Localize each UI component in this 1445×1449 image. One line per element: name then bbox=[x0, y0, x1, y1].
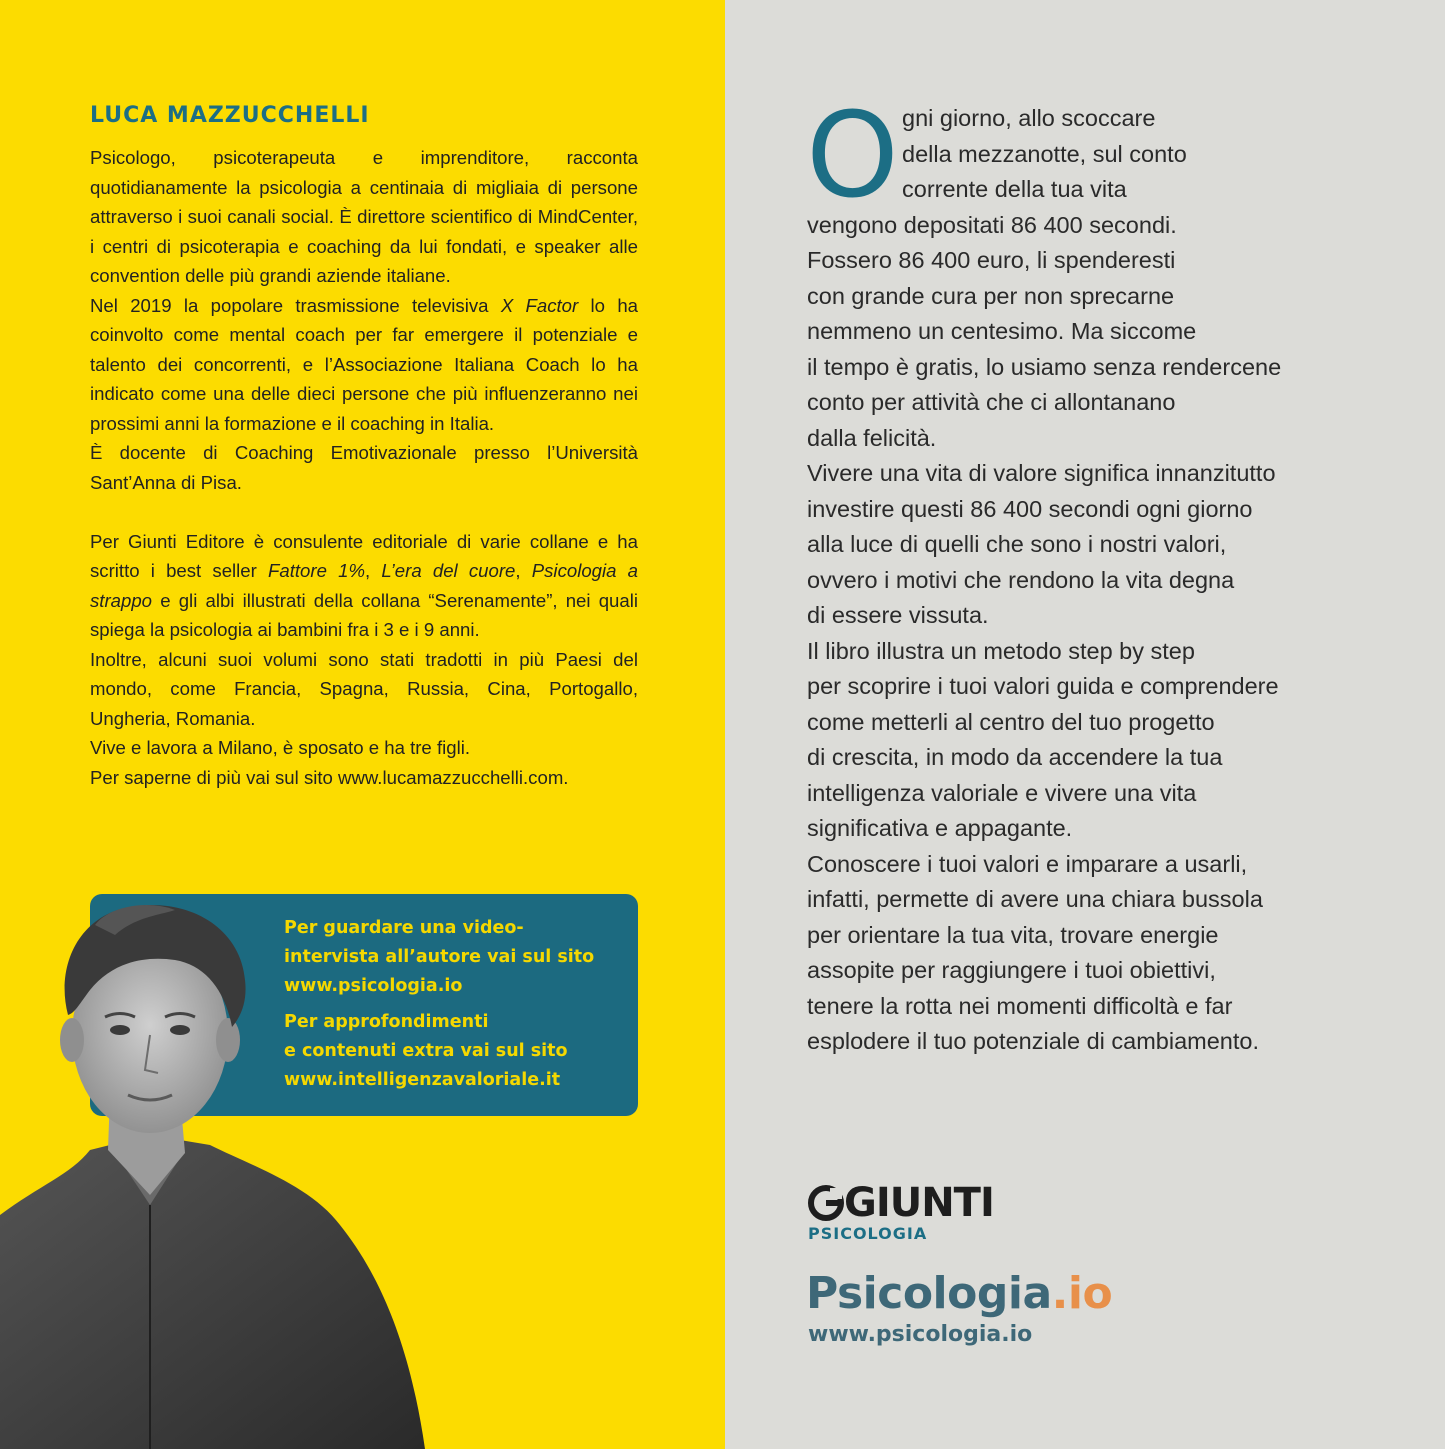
author-bio bbox=[90, 143, 638, 792]
bio-paragraph bbox=[90, 291, 638, 439]
blurb-line: per orientare la tua vita, trovare energie bbox=[807, 921, 1219, 948]
giunti-logo bbox=[808, 1180, 994, 1226]
blurb-line: investire questi 86 400 secondi ogni giorno bbox=[807, 495, 1253, 522]
bio-paragraph bbox=[90, 527, 638, 645]
blurb-line: Vivere una vita di valore significa innanzitutto bbox=[807, 460, 1276, 486]
blurb-line: dalla felicità. bbox=[807, 424, 937, 451]
blurb-line: tenere la rotta nei momenti difficoltà e far bbox=[807, 992, 1233, 1019]
bio-text-run: , bbox=[515, 560, 532, 581]
blurb-line: il tempo è gratis, lo usiamo senza rendercene bbox=[807, 353, 1282, 380]
blurb-line: gni giorno, allo scoccare bbox=[902, 105, 1156, 131]
blurb-line: Il libro illustra un metodo step by step bbox=[807, 637, 1195, 664]
brand-main: Psicologia bbox=[806, 1268, 1052, 1319]
blurb-line: di essere vissuta. bbox=[807, 602, 989, 628]
bio-text-run: Fattore 1% bbox=[268, 560, 365, 581]
bio-paragraph bbox=[90, 143, 638, 291]
promo-video-line2: intervista all’autore vai sul sito bbox=[284, 947, 595, 967]
psicologia-io-url[interactable]: www.psicologia.io bbox=[808, 1322, 1033, 1347]
blurb-line: per scoprire i tuoi valori guida e comprendere bbox=[807, 673, 1279, 699]
blurb-line: della mezzanotte, sul conto bbox=[902, 140, 1187, 167]
bio-text-run: Per saperne di più vai sul sito www.lucamazzucchelli.com. bbox=[90, 766, 569, 788]
bio-text-run: lo ha coinvolto come mental coach per far emergere il potenziale e talento dei concorrenti, e l’Associazione Italiana Coach lo ha indicato come una delle dieci persone che più influenzeranno nei prossimi anni la formazione e il coaching in Italia. bbox=[90, 294, 639, 434]
bio-text-run: Per Giunti Editore è consulente editoriale di varie collane e ha scritto i best seller bbox=[90, 530, 638, 581]
blurb-line: Fossero 86 400 euro, li spenderesti bbox=[807, 247, 1176, 273]
drop-cap: O bbox=[806, 86, 899, 224]
blurb-line: ovvero i motivi che rendono la vita degna bbox=[807, 566, 1235, 593]
promo-extra-line2: e contenuti extra vai sul sito bbox=[284, 1041, 568, 1061]
bio-paragraph bbox=[90, 645, 638, 734]
blurb-line: assopite per raggiungere i tuoi obiettivi, bbox=[807, 957, 1216, 983]
bio-text-run: Vive e lavora a Milano, è sposato e ha tre figli. bbox=[90, 737, 471, 758]
blurb-line: con grande cura per non sprecarne bbox=[807, 282, 1175, 309]
promo-video-url[interactable]: www.psicologia.io bbox=[284, 976, 463, 996]
bio-text-run: Psicologo, psicoterapeuta e imprenditore, racconta quotidianamente la psicologia a centinaia di migliaia di persone attraverso i suoi canali social. È direttore scientifico di MindCenter, i centri di psicoterapia e coaching da lui fondati, e speaker alle convention delle più grandi aziende italiane. bbox=[90, 147, 638, 286]
promo-text bbox=[284, 914, 624, 1095]
blurb-line: di crescita, in modo da accendere la tua bbox=[807, 744, 1223, 770]
bio-text-run: L’era del cuore bbox=[381, 560, 516, 581]
bio-paragraph bbox=[90, 733, 638, 763]
blurb-line: nemmeno un centesimo. Ma siccome bbox=[807, 318, 1197, 344]
bio-paragraph bbox=[90, 438, 638, 497]
bio-spacer bbox=[90, 497, 638, 527]
promo-video-line1: Per guardare una video- bbox=[284, 918, 524, 938]
author-name: LUCA MAZZUCCHELLI bbox=[90, 103, 370, 128]
bio-text-run: X Factor bbox=[500, 294, 579, 316]
giunti-subtitle: PSICOLOGIA bbox=[808, 1224, 928, 1243]
promo-extra-url[interactable]: www.intelligenzavaloriale.it bbox=[284, 1070, 561, 1090]
giunti-wordmark: GIUNTI bbox=[844, 1180, 994, 1226]
bio-text-run: e gli albi illustrati della collana “Serenamente”, nei quali spiega la psicologia ai bambini fra i 3 e i 9 anni. bbox=[90, 589, 638, 640]
blurb-line: intelligenza valoriale e vivere una vita bbox=[807, 779, 1197, 806]
blurb-line: conto per attività che ci allontanano bbox=[807, 389, 1176, 415]
blurb-line: esplodere il tuo potenziale di cambiamento. bbox=[807, 1028, 1259, 1054]
blurb-line: come metterli al centro del tuo progetto bbox=[807, 708, 1215, 735]
blurb-line: significativa e appagante. bbox=[807, 815, 1073, 841]
blurb-line: vengono depositati 86 400 secondi. bbox=[807, 211, 1177, 238]
psicologia-io-logo bbox=[806, 1268, 1112, 1320]
bio-text-run: È docente di Coaching Emotivazionale presso l’Università Sant’Anna di Pisa. bbox=[90, 442, 638, 493]
blurb-line: Conoscere i tuoi valori e imparare a usarli, bbox=[807, 850, 1248, 877]
giunti-g-icon bbox=[808, 1185, 844, 1221]
bio-text-run: Inoltre, alcuni suoi volumi sono stati tradotti in più Paesi del mondo, come Francia, Spagna, Russia, Cina, Portogallo, Ungheria, Romania. bbox=[90, 648, 638, 729]
blurb-line: corrente della tua vita bbox=[902, 176, 1127, 202]
brand-suffix: .io bbox=[1051, 1268, 1113, 1319]
bio-text-run: , bbox=[365, 560, 382, 581]
blurb-line: infatti, permette di avere una chiara bussola bbox=[807, 886, 1263, 912]
bio-text-run: Nel 2019 la popolare trasmissione televisiva bbox=[90, 294, 501, 316]
blurb-line: alla luce di quelli che sono i nostri valori, bbox=[807, 531, 1227, 557]
bio-text-run: Psicologia a strappo bbox=[90, 560, 639, 611]
promo-extra-line1: Per approfondimenti bbox=[284, 1012, 489, 1032]
bio-paragraph bbox=[90, 763, 638, 793]
back-cover-blurb bbox=[807, 101, 1367, 1060]
